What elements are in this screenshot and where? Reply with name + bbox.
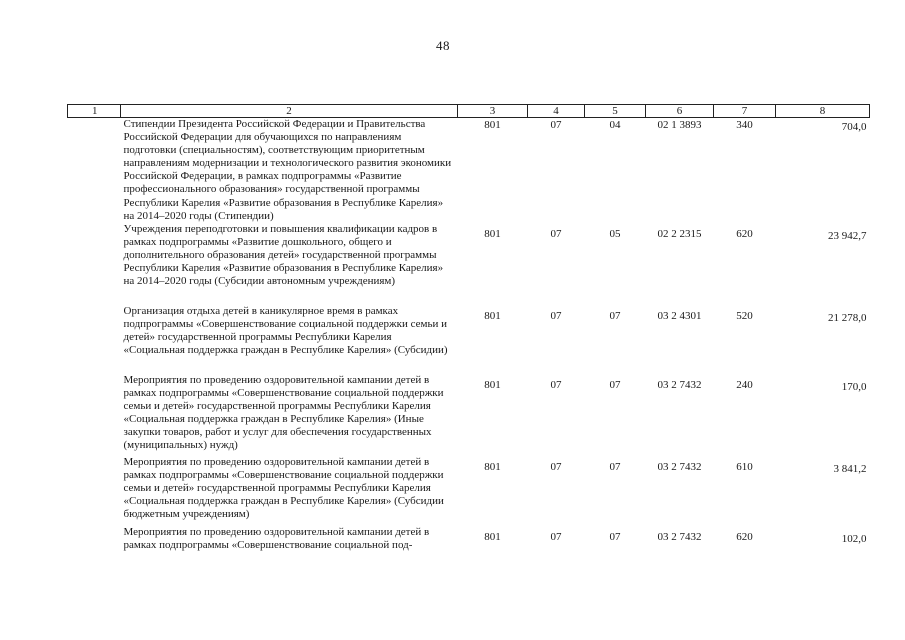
expense-name: Стипендии Президента Российской Федерации и Правительства Российской Федерации для обучающихся по направлениям подготовки (специальностям), соответствующим приоритетным направлениям модернизации и технологического развития экономики Российской Федерации, в рамках подпрограммы «Развитие профессионального образования» государственной программы Республики Карелия «Развитие образования в Республике Карелия» на 2014–2020 годы (Стипендии): [123, 118, 452, 222]
expense-name: Учреждения переподготовки и повышения квалификации кадров в рамках подпрограммы «Развитие дошкольного, общего и дополнительного образования детей» государственной программы Республики Карелия «Развитие образования в Республике Карелия» на 2014–2020 годы (Субсидии автономным учреждениям): [123, 222, 444, 288]
empty-cell: [68, 526, 121, 552]
column-header-6: 6: [646, 105, 714, 118]
column-number-header-row: [68, 105, 870, 118]
target-article-code: 03 2 4301: [657, 309, 702, 322]
column-header-8: 8: [776, 105, 870, 118]
empty-cell: [68, 456, 121, 526]
ministry-code: 801: [484, 309, 501, 322]
amount: 170,0: [841, 380, 867, 393]
expense-name: Мероприятия по проведению оздоровительной кампании детей в рамках подпрограммы «Совершенствование социальной под-: [123, 525, 430, 551]
section-code: 07: [550, 309, 562, 322]
target-article-code: 03 2 7432: [657, 530, 702, 543]
target-article-code: 02 2 2315: [657, 227, 702, 240]
table-row: [68, 305, 870, 374]
column-header-5: 5: [585, 105, 646, 118]
table-row: [68, 456, 870, 526]
amount: 704,0: [841, 121, 867, 133]
table-row: [68, 374, 870, 456]
column-header-1: 1: [68, 105, 121, 118]
ministry-code: 801: [484, 227, 501, 240]
target-article-code: 02 1 3893: [657, 119, 702, 131]
subsection-code: 04: [609, 119, 621, 131]
empty-cell: [68, 223, 121, 305]
column-header-3: 3: [458, 105, 528, 118]
column-header-4: 4: [528, 105, 585, 118]
subsection-code: 07: [609, 378, 621, 391]
subsection-code: 07: [609, 460, 621, 473]
subsection-code: 07: [609, 309, 621, 322]
target-article-code: 03 2 7432: [657, 378, 702, 391]
section-code: 07: [550, 460, 562, 473]
subsection-code: 05: [609, 227, 621, 240]
expense-name: Организация отдыха детей в каникулярное время в рамках подпрограммы «Совершенствование социальной поддержки семьи и детей» государственной программы Республики Карелия «Социальная поддержка граждан в Республике Карелия» (Субсидии): [123, 304, 448, 357]
table-row: [68, 526, 870, 552]
ministry-code: 801: [484, 378, 501, 391]
amount: 21 278,0: [828, 311, 867, 324]
expense-type-code: 620: [736, 530, 753, 543]
column-header-7: 7: [714, 105, 776, 118]
target-article-code: 03 2 7432: [657, 460, 702, 473]
ministry-code: 801: [484, 119, 501, 131]
empty-cell: [68, 374, 121, 456]
section-code: 07: [550, 227, 562, 240]
amount: 23 942,7: [828, 229, 867, 242]
section-code: 07: [550, 378, 562, 391]
expense-type-code: 520: [736, 309, 753, 322]
budget-table: [67, 104, 870, 552]
empty-cell: [68, 305, 121, 374]
expense-type-code: 620: [736, 227, 753, 240]
section-code: 07: [550, 119, 562, 131]
expense-name: Мероприятия по проведению оздоровительной кампании детей в рамках подпрограммы «Совершенствование социальной поддержки семьи и детей» государственной программы Республики Карелия «Социальная поддержка граждан в Республике Карелия» (Субсидии бюджетным учреждениям): [123, 455, 444, 521]
expense-name: Мероприятия по проведению оздоровительной кампании детей в рамках подпрограммы «Совершенствование социальной поддержки семьи и детей» государственной программы Республики Карелия «Социальная поддержка граждан в Республике Карелия» (Иные закупки товаров, работ и услуг для обеспечения государственных (муниципальных) нужд): [123, 373, 444, 452]
subsection-code: 07: [609, 530, 621, 543]
ministry-code: 801: [484, 530, 501, 543]
column-header-2: 2: [121, 105, 458, 118]
table-row: [68, 118, 870, 223]
page-number: 48: [436, 38, 450, 53]
amount: 3 841,2: [833, 462, 867, 475]
expense-type-code: 610: [736, 460, 753, 473]
expense-type-code: 240: [736, 378, 753, 391]
table-row: [68, 223, 870, 305]
expense-type-code: 340: [736, 119, 753, 131]
ministry-code: 801: [484, 460, 501, 473]
section-code: 07: [550, 530, 562, 543]
amount: 102,0: [841, 532, 867, 545]
empty-cell: [68, 118, 121, 223]
